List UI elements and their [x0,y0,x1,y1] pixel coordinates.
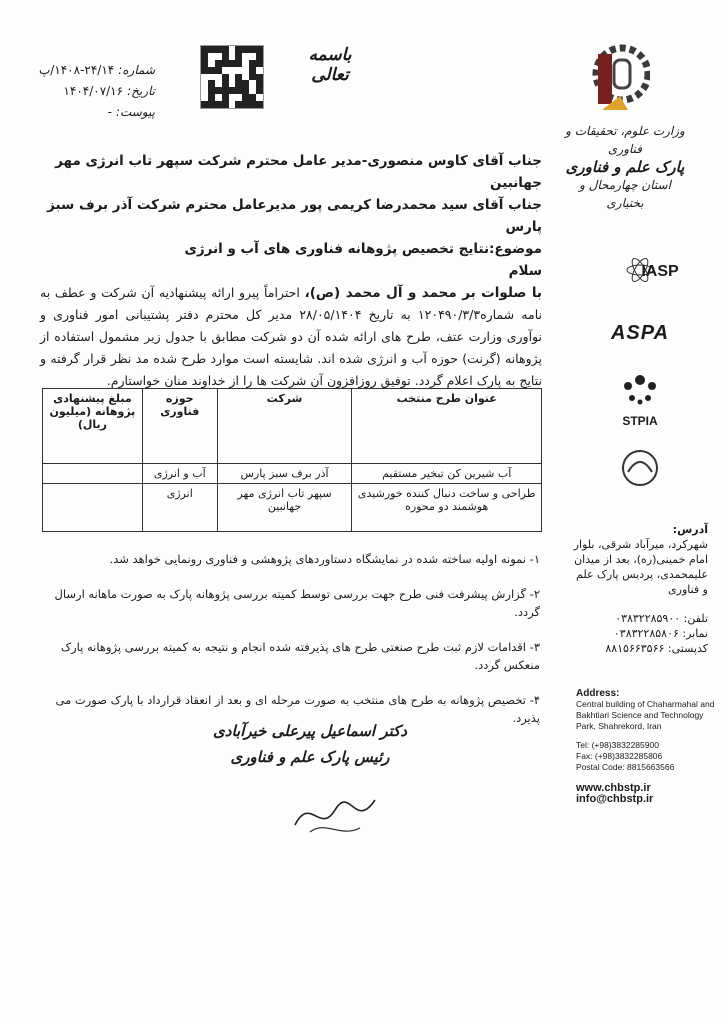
note-item: ۳- اقدامات لازم ثبت طرح صنعتی طرح های پذیرفته شده انجام و نتیجه به کمیته بررسی پژوهانه پارک منعکس گردد. [60,640,540,672]
iasp-text: IASP [641,263,679,280]
handwritten-signature [290,790,380,840]
basmala-heading: باسمه تعالی [308,45,352,85]
dots-icon [618,372,662,410]
cell-amount [43,464,143,484]
postal-en: Postal Code: 8815663566 [576,762,675,772]
table-row [43,464,542,484]
salutation: با صلوات بر محمد و آل محمد (ص)، [304,285,543,301]
signer-title: رئیس پارک علم و فناوری [230,748,390,766]
note-item: ۱- نمونه اولیه ساخته شده در نمایشگاه دستاوردهای پژوهشی و فناوری رونمایی خواهد شد. [109,552,540,566]
email-link[interactable]: info@chbstp.ir [576,793,654,805]
header-grant-amount: مبلغ پیشنهادی پژوهانه (میلیون ریال) [43,389,143,464]
letter-paragraph [40,282,542,392]
date-value: ۱۴۰۴/۰۷/۱۶ [63,84,124,98]
network-emblem-icon [620,448,660,488]
address-label-en: Address: [576,688,620,699]
letter-meta [20,60,155,123]
date-label: تاریخ: [127,84,155,98]
tel-en: Tel: (+98)3832285900 [576,740,659,750]
header-tech-field: حوزه فناوری [142,389,217,464]
address-label-fa: آدرس: [672,523,708,536]
website-link[interactable]: www.chbstp.ir [576,782,651,794]
letter-body [40,150,542,392]
cell-company: آذر برف سبز پارس [217,464,352,484]
number-label: شماره: [118,63,155,77]
phone-fa: تلفن: ۰۳۸۳۲۲۸۵۹۰۰ [615,612,708,625]
header-project-title: عنوان طرح منتخب [352,389,542,464]
cell-field: انرژی [142,484,217,532]
islamic-network-logo [590,448,690,492]
cell-amount [43,484,143,532]
organization-name [560,122,690,212]
stpia-logo [590,372,690,428]
note-item: ۴- تخصیص پژوهانه به طرح های منتخب به صورت مرحله ای و بعد از انعقاد قرارداد با پارک صورت می پذیرد. [55,693,540,725]
subject-line: موضوع:نتایج تخصیص پژوهانه فناوری های آب و انرژی [184,241,542,257]
ministry-name: وزارت علوم، تحقیقات و فناوری [565,124,685,156]
note-item: ۲- گزارش پیشرفت فنی طرح جهت بررسی توسط کمیته بررسی پژوهانه پارک به صورت ماهانه ارسال گردد. [54,587,540,619]
park-name: پارک علم و فناوری [565,158,685,176]
cell-project: طراحی و ساخت دنبال کننده خورشیدی هوشمند دو محوره [352,484,542,532]
iasp-logo [590,255,690,281]
greeting: سلام [508,263,542,279]
cell-project: آب شیرین کن تبخیر مستقیم [352,464,542,484]
province-name: استان چهارمحال و بختیاری [579,178,671,210]
notes-list [40,550,540,744]
qr-code [200,45,264,109]
fax-en: Fax: (+98)3832285806 [576,751,663,761]
park-logo-icon [588,40,650,120]
grant-table [42,388,542,532]
attachment-label: پیوست: [115,105,155,119]
postal-fa: کدپستی: ۸۸۱۵۶۶۳۵۶۶ [605,642,708,655]
cell-field: آب و انرژی [142,464,217,484]
number-value: ۱۴۰۸-۲۴/۱۴/پ [38,63,115,77]
recipient-2: جناب آقای سید محمدرضا کریمی پور مدیرعامل محترم شرکت آذر برف سبز پارس [47,197,542,235]
aspa-logo [590,322,690,345]
table-header-row [43,389,542,464]
table-row [43,484,542,532]
stpia-text: STPIA [622,414,658,428]
contact-english [576,688,716,805]
address-fa: شهرکرد، میرآباد شرقی، بلوار امام خمینی(ره)، بعد از میدان علیمحمدی، پردیس پارک علم و فناوری [573,538,708,596]
aspa-text: ASPA [610,322,670,344]
address-en: Central building of Chaharmahal and Bakhtiari Science and Technology Park, Shahrekord, Iran [576,699,715,731]
signature-block [210,718,410,770]
header-company: شرکت [217,389,352,464]
attachment-value: - [107,105,112,119]
contact-persian [568,522,708,656]
signer-name: دکتر اسماعیل پیرعلی خیرآبادی [213,722,407,740]
cell-company: سپهر تاب انرژی مهر جهانبین [217,484,352,532]
recipient-1: جناب آقای کاوس منصوری-مدیر عامل محترم شرکت سپهر تاب انرژی مهر جهانبین [55,153,542,191]
fax-fa: نمابر: ۰۳۸۳۲۲۸۵۸۰۶ [613,627,708,640]
body-text: احتراماً پیرو ارائه پیشنهادیه آن شرکت و عطف به نامه شماره۱۲۰۴۹۰/۳/۳ به تاریخ ۲۸/۰۵/۱۴۰۴ مدیر کل محترم دفتر پشتیبانی امور فناوری و نوآوری وزارت عتف، طرح های ارائه شده آن دو شرکت مطابق با جدول زیر مشمول استفاده از پژوهانه (گرنت) حوزه آب و انرژی شده اند. شایسته است موارد طرح شده مد نظر قرار گرفته و نتایج به پارک اعلام گردد. توفیق روزافزون آن شرکت ها را از خداوند منان خواستارم. [40,285,542,388]
